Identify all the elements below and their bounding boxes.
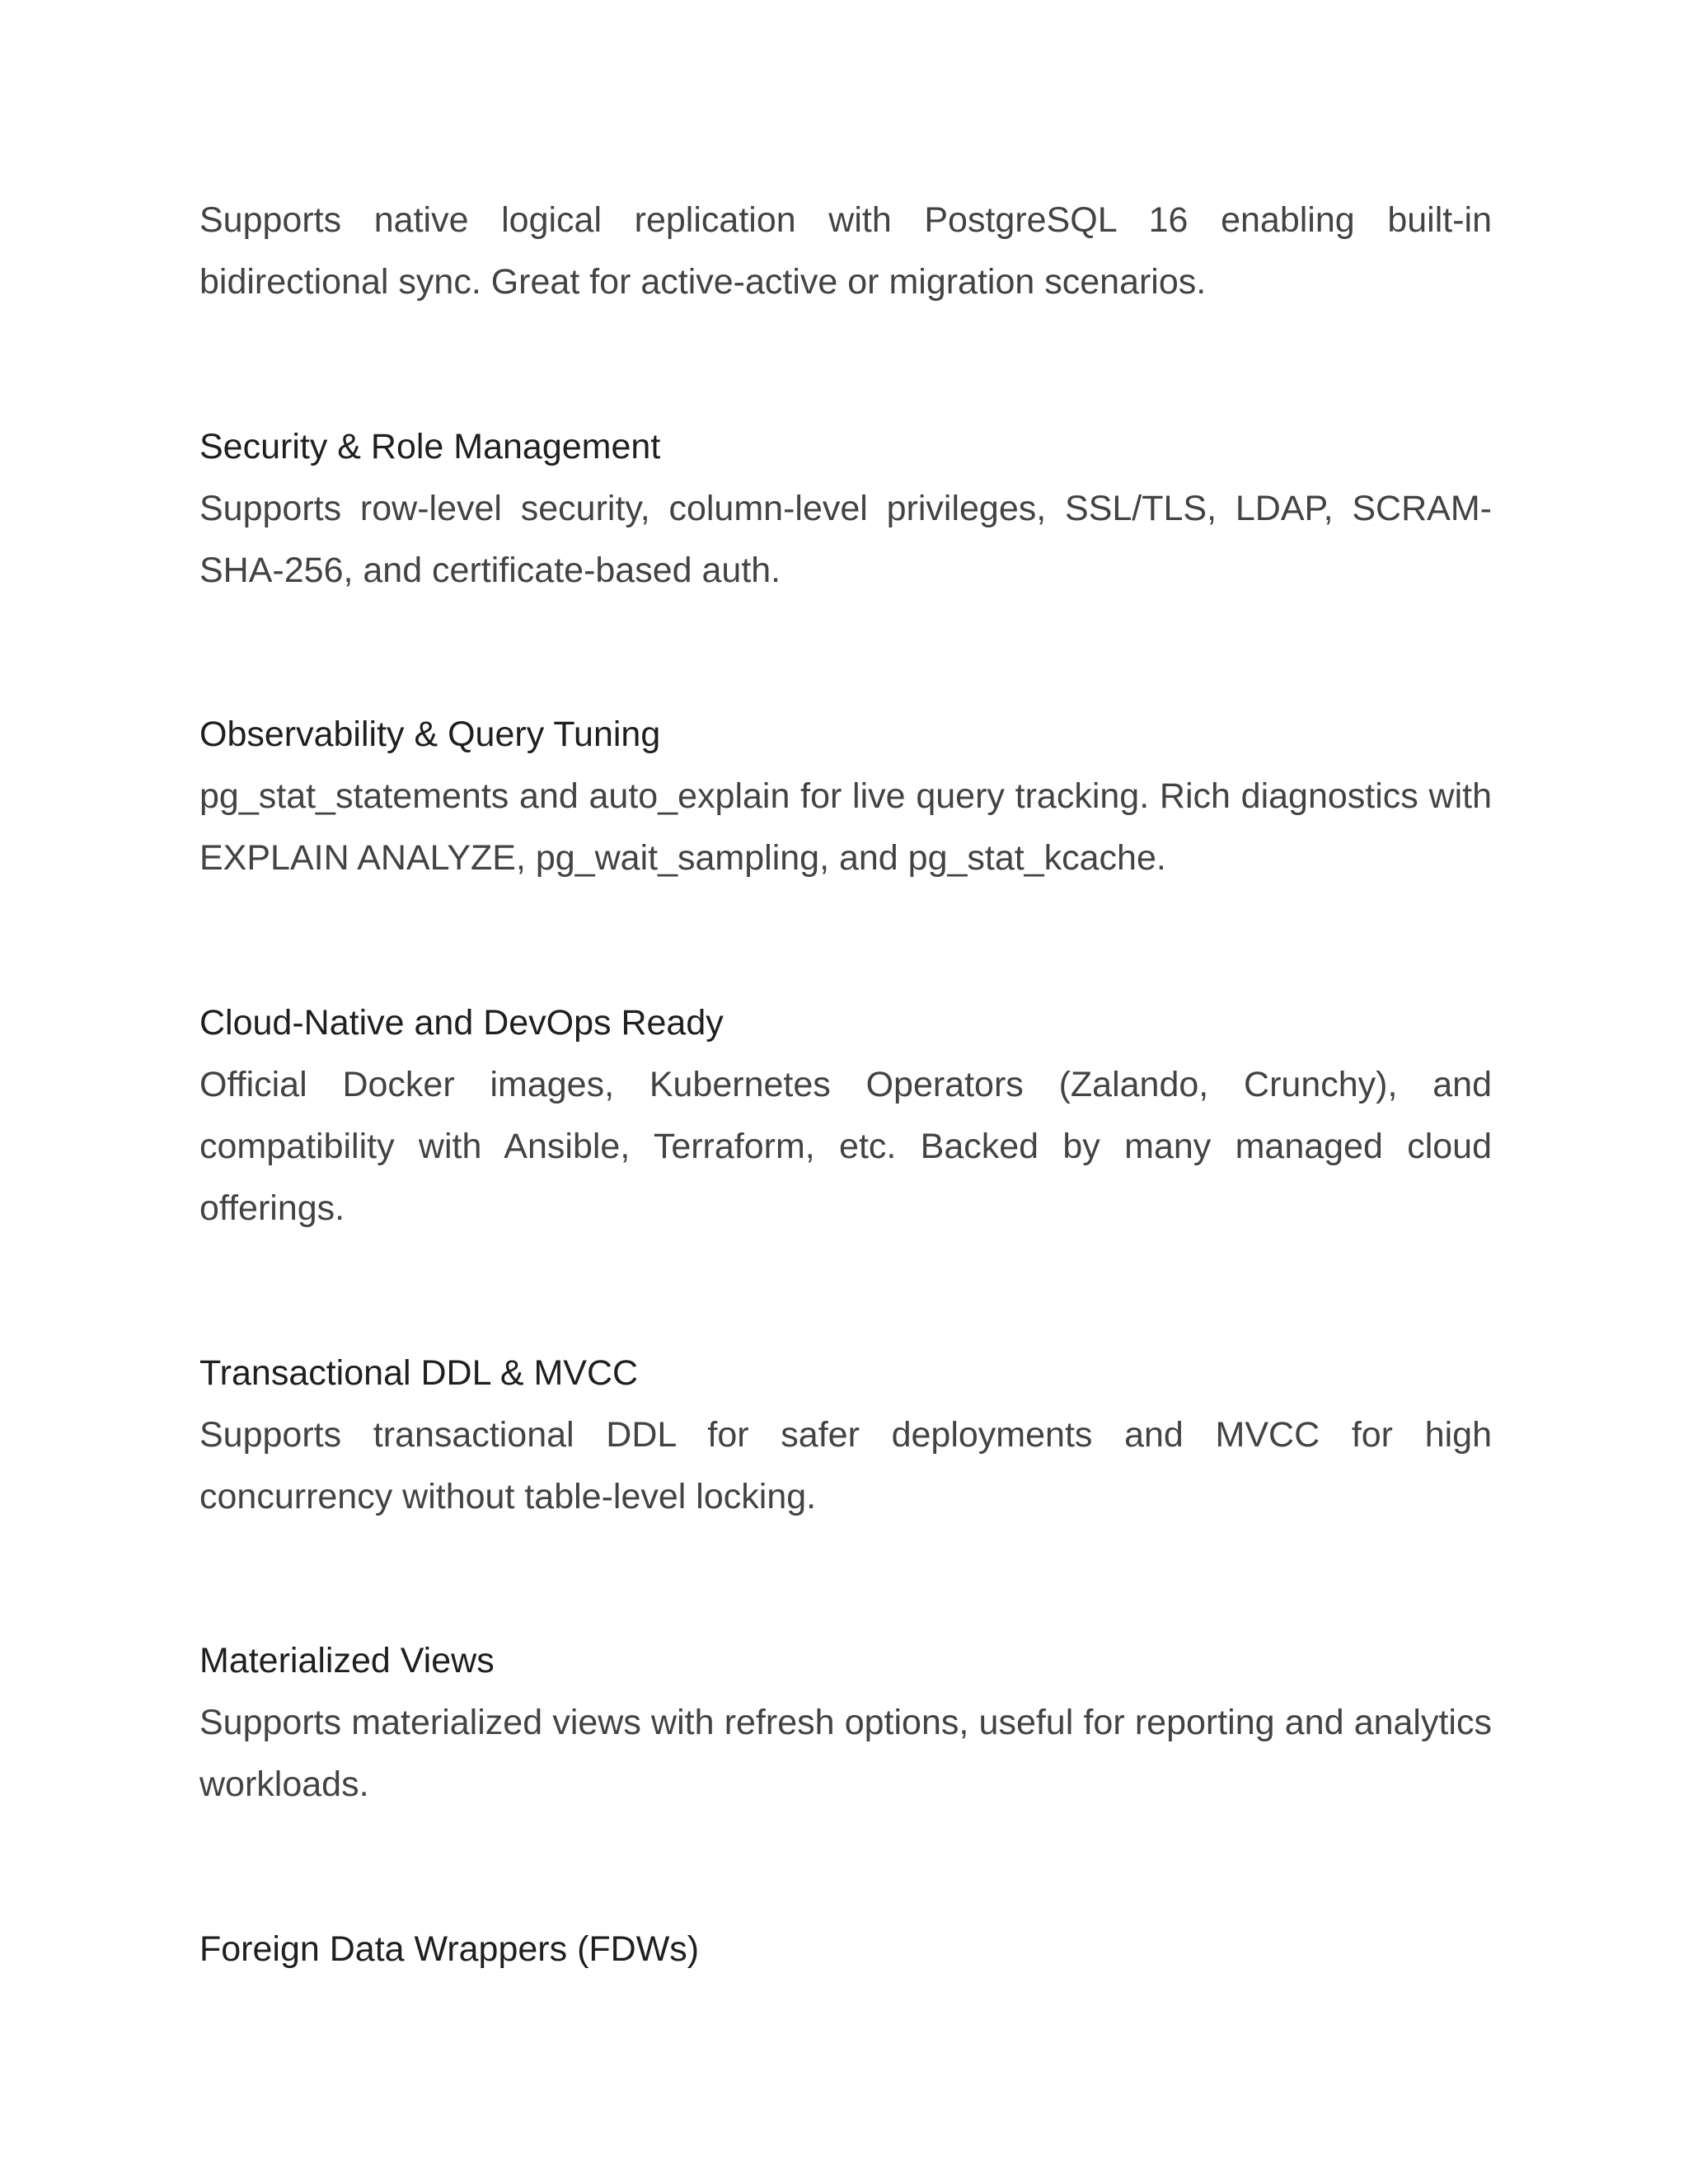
section-cloud-native [199, 992, 1492, 1240]
section-heading: Foreign Data Wrappers (FDWs) [199, 1929, 700, 1969]
section-body: Official Docker images, Kubernetes Operators (Zalando, Crunchy), and compatibility with Ansible, Terraform, etc. Backed by many managed cloud offerings. [199, 1065, 1492, 1228]
section-heading: Observability & Query Tuning [199, 715, 661, 754]
section-heading: Cloud-Native and DevOps Ready [199, 1003, 724, 1043]
section-heading: Materialized Views [199, 1641, 495, 1680]
section-heading: Security & Role Management [199, 427, 661, 466]
section-heading: Transactional DDL & MVCC [199, 1353, 639, 1393]
section-body: Supports transactional DDL for safer deployments and MVCC for high concurrency without table-level locking. [199, 1415, 1492, 1516]
section-observability [199, 704, 1492, 889]
section-transactional-ddl [199, 1343, 1492, 1528]
section-security [199, 416, 1492, 602]
section-materialized-views [199, 1630, 1492, 1816]
intro-paragraph: Supports native logical replication with PostgreSQL 16 enabling built-in bidirectional sync. Great for active-active or migration scenarios. [199, 200, 1492, 302]
section-foreign-data-wrappers [199, 1919, 1492, 1980]
section-body: Supports materialized views with refresh options, useful for reporting and analytics workloads. [199, 1703, 1492, 1804]
section-body: Supports row-level security, column-level privileges, SSL/TLS, LDAP, SCRAM-SHA-256, and certificate-based auth. [199, 489, 1492, 590]
section-body: pg_stat_statements and auto_explain for live query tracking. Rich diagnostics with EXPLAIN ANALYZE, pg_wait_sampling, and pg_stat_kcache. [199, 776, 1492, 878]
